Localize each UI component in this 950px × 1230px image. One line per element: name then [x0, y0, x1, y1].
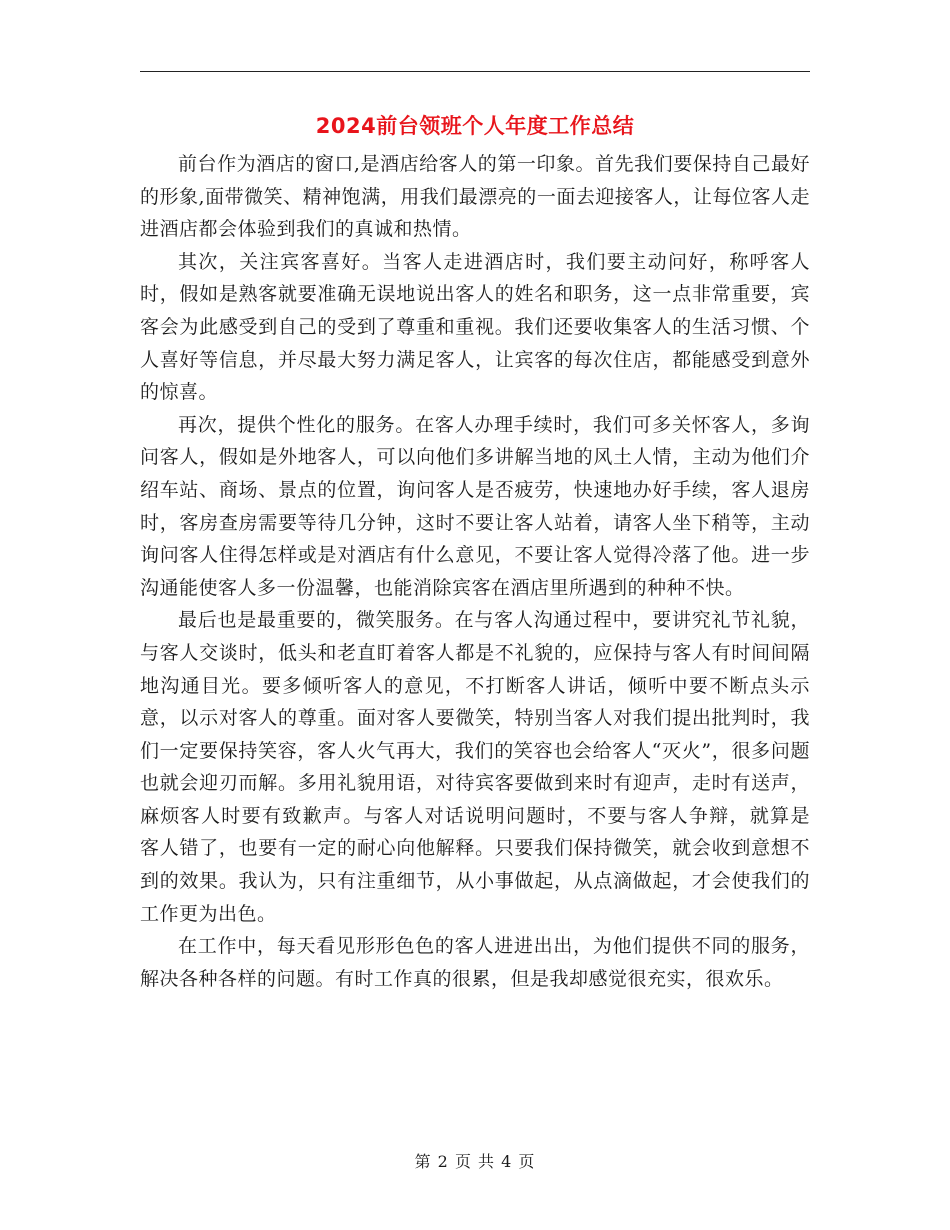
paragraph-2: 其次，关注宾客喜好。当客人走进酒店时，我们要主动问好，称呼客人时，假如是熟客就要准确无误地说出客人的姓名和职务，这一点非常重要，宾客会为此感受到自己的受到了尊重和重视。我们还要收集客人的生活习惯、个人喜好等信息，并尽最大努力满足客人，让宾客的每次住店，都能感受到意外的惊喜。	[140, 250, 810, 404]
paragraph-1: 前台作为酒店的窗口,是酒店给客人的第一印象。首先我们要保持自己最好的形象,面带微笑、精神饱满，用我们最漂亮的一面去迎接客人，让每位客人走进酒店都会体验到我们的真诚和热情。	[140, 153, 810, 241]
document-title: 2024前台领班个人年度工作总结	[315, 114, 635, 138]
paragraph-5: 在工作中，每天看见形形色色的客人进进出出，为他们提供不同的服务，解决各种各样的问题。有时工作真的很累，但是我却感觉很充实，很欢乐。	[140, 935, 810, 990]
document-body	[140, 148, 850, 995]
header-rule	[140, 71, 810, 72]
page-number-footer: 第 2 页 共 4 页	[414, 1152, 536, 1171]
paragraph-4: 最后也是最重要的，微笑服务。在与客人沟通过程中，要讲究礼节礼貌，与客人交谈时，低头和老直盯着客人都是不礼貌的，应保持与客人有时间间隔地沟通目光。要多倾听客人的意见，不打断客人讲话，倾听中要不断点头示意，以示对客人的尊重。面对客人要微笑，特别当客人对我们提出批判时，我们一定要保持笑容，客人火气再大，我们的笑容也会给客人“灭火”，很多问题也就会迎刃而解。多用礼貌用语，对待宾客要做到来时有迎声，走时有送声，麻烦客人时要有致歉声。与客人对话说明问题时，不要与客人争辩，就算是 客人错了，也要有一定的耐心向他解释。只要我们保持微笑，就会收到意想不到的效果。我认为，只有注重细节，从小事做起，从点滴做起，才会使我们的工作更为出色。	[140, 609, 850, 925]
paragraph-3: 再次，提供个性化的服务。在客人办理手续时，我们可多关怀客人，多询问客人，假如是外地客人，可以向他们多讲解当地的风土人情，主动为他们介绍车站、商场、景点的位置，询问客人是否疲劳，快速地办好手续，客人退房时，客房查房需要等待几分钟，这时不要让客人站着，请客人坐下稍等，主动询问客人住得怎样或是对酒店有什么意见，不要让客人觉得冷落了他。进一步沟通能使客人多一份温馨，也能消除宾客在酒店里所遇到的种种不快。	[140, 413, 810, 599]
